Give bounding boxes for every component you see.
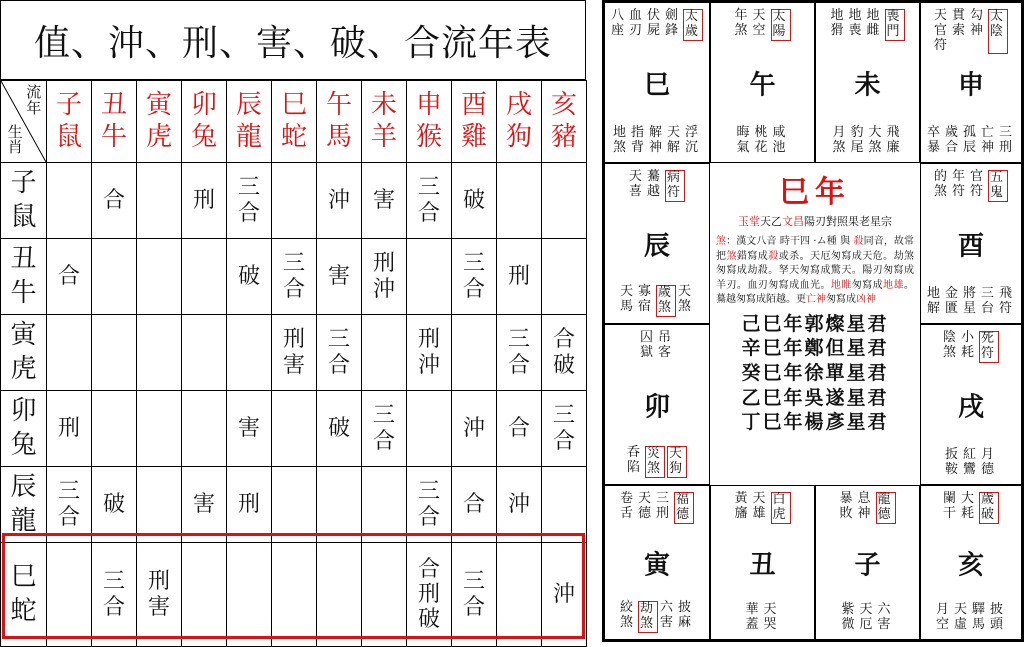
- relation-cell: 三合: [407, 163, 452, 239]
- relation-cell: [182, 543, 227, 647]
- note-segment: 或杀。天厄匆寫成天危。劫煞匆寫成劫殺。孥天匆寫成驚天。陽刃匆寫成羊刃。血刃匆寫成血光。: [716, 250, 915, 291]
- spirit-label: 紅鸞: [963, 447, 977, 478]
- spirit-label: 太陰: [988, 9, 1008, 54]
- relation-cell: [272, 467, 317, 543]
- spirit-label: 年符: [952, 169, 966, 199]
- spirit-group-bottom: [605, 446, 709, 478]
- subtitle-segment: 陽刃對照果老星宗: [804, 215, 892, 228]
- relation-cell: 三合: [497, 315, 542, 391]
- table-row: [1, 543, 587, 647]
- branch-cell: [815, 2, 920, 163]
- relation-cell: 刑沖: [362, 239, 407, 315]
- spirit-group-top: [711, 492, 814, 524]
- chart-subtitle: [710, 213, 920, 229]
- spirit-label: 月煞: [832, 125, 846, 156]
- spirit-label: 八座: [611, 8, 625, 38]
- relation-cell: [137, 467, 182, 543]
- spirit-label: 太歲: [683, 9, 703, 41]
- relation-cell: 三合: [227, 163, 272, 239]
- relation-cell: [362, 315, 407, 391]
- relation-cell: 刑害: [137, 543, 182, 647]
- table-row: [1, 163, 587, 239]
- earthly-branch-label: 戌: [957, 392, 984, 422]
- earthly-branch-label: 子: [854, 550, 881, 580]
- spirit-label: 三台: [981, 286, 995, 317]
- spirit-group-top: [605, 170, 709, 202]
- note-segment: 殺: [853, 236, 864, 247]
- relation-cell: 三合: [452, 239, 497, 315]
- relation-cell: [137, 391, 182, 467]
- relation-cell: 合破: [542, 315, 587, 391]
- note-segment: 凶神: [856, 294, 876, 305]
- relation-cell: [497, 163, 542, 239]
- zodiac-row-header: 丑牛: [1, 239, 47, 315]
- relation-cell: 破: [227, 239, 272, 315]
- spirit-label: 陰煞: [943, 330, 957, 360]
- note-segment: 亡神: [806, 294, 826, 305]
- subtitle-segment: 玉堂: [738, 215, 760, 228]
- note-segment: 地雄: [883, 279, 905, 291]
- relation-cell: 破: [92, 467, 137, 543]
- spirit-label: 闌干: [943, 491, 957, 521]
- relation-cell: [272, 163, 317, 239]
- relation-cell: 害: [227, 391, 272, 467]
- relation-cell: [137, 315, 182, 391]
- earthly-branch-label: 卯: [643, 392, 670, 422]
- spirit-label: 卷舌: [620, 491, 634, 521]
- table-row: [1, 391, 587, 467]
- spirit-group-top: [816, 492, 919, 524]
- relation-cell: [407, 391, 452, 467]
- spirit-label: 卒暴: [927, 125, 941, 156]
- spirit-label: 地雌: [866, 8, 880, 38]
- year-column-header: 辰龍: [227, 81, 272, 163]
- spirit-label: 天官符: [934, 8, 948, 53]
- zodiac-row-header: 寅虎: [1, 315, 47, 391]
- year-column-header: 午馬: [317, 81, 362, 163]
- table-row: [1, 467, 587, 543]
- chart-title: 巳年: [779, 175, 851, 210]
- table-row: [1, 315, 587, 391]
- spirit-label: 天虛: [954, 602, 968, 633]
- spirit-label: 歲破: [979, 492, 999, 524]
- relation-cell: [362, 467, 407, 543]
- spirit-label: 大煞: [868, 125, 882, 156]
- spirit-label: 官符: [970, 169, 984, 199]
- earthly-branch-label: 巳: [643, 70, 670, 100]
- spirit-label: 晦氣: [736, 125, 750, 156]
- spirit-label: 孤辰: [963, 125, 977, 156]
- spirit-group-top: [816, 9, 919, 41]
- year-column-header: 酉雞: [452, 81, 497, 163]
- spirit-label: 絞煞: [620, 600, 634, 631]
- relation-cell: [227, 543, 272, 647]
- spirit-group-top: [921, 9, 1021, 54]
- spirit-label: 天德: [638, 491, 652, 521]
- relation-cell: [137, 163, 182, 239]
- spirit-label: 歲合: [945, 125, 959, 156]
- spirit-group-bottom: [605, 126, 709, 156]
- relation-cell: 沖: [497, 467, 542, 543]
- branch-cell: [604, 163, 710, 324]
- spirit-group-bottom: [605, 601, 709, 633]
- spirit-label: 華蓋: [745, 602, 759, 633]
- spirit-label: 五鬼: [988, 170, 1008, 202]
- spirit-label: 披頭: [990, 602, 1004, 633]
- spirit-label: 福德: [674, 492, 694, 524]
- relation-cell: [542, 467, 587, 543]
- spirit-label: 死符: [979, 331, 999, 363]
- spirit-group-top: [711, 9, 814, 41]
- relation-cell: [47, 163, 92, 239]
- relation-cell: [92, 391, 137, 467]
- subtitle-segment: 文昌: [782, 215, 804, 228]
- spirit-label: 黃旛: [734, 491, 748, 521]
- branch-cell: [920, 2, 1022, 163]
- spirit-label: 月德: [981, 447, 995, 478]
- table-row: [1, 239, 587, 315]
- spirit-label: 天厄: [859, 602, 873, 633]
- year-column-header: 申猴: [407, 81, 452, 163]
- spirit-group-top: [921, 492, 1021, 524]
- year-column-header: 巳蛇: [272, 81, 317, 163]
- spirit-group-bottom: [711, 603, 814, 633]
- relationship-table: [0, 80, 587, 647]
- note-segment: 。驀越匆寫成陌越。更: [716, 279, 915, 305]
- corner-zodiac-label: 生肖: [7, 122, 23, 157]
- relation-cell: 刑: [497, 239, 542, 315]
- spirit-label: 暴敗: [839, 491, 853, 521]
- center-panel: [710, 163, 920, 485]
- spirit-label: 天哭: [763, 602, 777, 633]
- year-column-header: 寅虎: [137, 81, 182, 163]
- spirit-label: 解神: [649, 125, 663, 156]
- relation-cell: 合: [47, 239, 92, 315]
- year-column-header: 戌狗: [497, 81, 542, 163]
- relation-cell: 沖: [452, 391, 497, 467]
- spirit-label: 天雄: [752, 491, 766, 521]
- earthly-branch-label: 未: [854, 70, 881, 100]
- spirit-label: 地煞: [613, 125, 627, 156]
- spirit-group-top: [605, 331, 709, 361]
- spirit-label: 寡宿: [638, 284, 652, 315]
- spirit-label: 紫微: [841, 602, 855, 633]
- branch-cell: [815, 485, 920, 640]
- spirit-label: 地喪: [848, 8, 862, 38]
- relation-cell: [407, 239, 452, 315]
- spirit-label: 年煞: [734, 8, 748, 38]
- spirit-label: 吊客: [658, 330, 672, 360]
- branch-cell: [710, 485, 815, 640]
- zodiac-row-header: 子鼠: [1, 163, 47, 239]
- branch-cell: [710, 2, 815, 163]
- spirit-label: 的煞: [934, 169, 948, 199]
- spirit-group-bottom: [816, 126, 919, 156]
- relation-cell: [272, 391, 317, 467]
- spirit-label: 亡神: [981, 125, 995, 156]
- spirit-label: 大耗: [961, 491, 975, 521]
- relation-cell: 三合: [47, 467, 92, 543]
- earthly-branch-label: 丑: [749, 550, 776, 580]
- subtitle-segment: 天乙: [760, 215, 782, 228]
- relation-cell: 三合: [542, 391, 587, 467]
- star-lord-list: [710, 312, 920, 435]
- relation-cell: [92, 239, 137, 315]
- spirit-label: 劫煞: [638, 601, 658, 633]
- table-corner: [1, 81, 47, 163]
- relation-cell: 合: [497, 391, 542, 467]
- spirit-label: 浮沉: [685, 125, 699, 156]
- earthly-branch-label: 午: [749, 70, 776, 100]
- relation-cell: 害: [362, 163, 407, 239]
- spirit-label: 指背: [631, 125, 645, 156]
- spirit-label: 災煞: [645, 446, 665, 478]
- relation-cell: 三合: [317, 315, 362, 391]
- note-segment: 同音，故常把: [716, 236, 915, 262]
- spirit-label: 豹尾: [850, 125, 864, 156]
- zodiac-row-header: 卯兔: [1, 391, 47, 467]
- spirit-label: 龍德: [876, 492, 896, 524]
- spirit-label: 伏屍: [647, 8, 661, 38]
- spirit-label: 天狗: [667, 446, 687, 478]
- branch-cell: [920, 324, 1022, 485]
- earthly-branch-label: 酉: [957, 231, 984, 261]
- relation-cell: 沖: [317, 163, 362, 239]
- spirit-label: 驀越: [647, 169, 661, 199]
- spirit-label: 六害: [660, 600, 674, 631]
- spirit-label: 三刑: [656, 491, 670, 521]
- spirit-label: 息神: [857, 491, 871, 521]
- spirit-label: 扳鞍: [945, 447, 959, 478]
- relation-cell: [272, 543, 317, 647]
- relation-cell: [92, 315, 137, 391]
- earthly-branch-label: 亥: [957, 550, 984, 580]
- branch-cell: [920, 485, 1022, 640]
- spirit-label: 三刑: [999, 125, 1013, 156]
- spirit-label: 太陽: [771, 9, 791, 41]
- relation-cell: [542, 239, 587, 315]
- spirit-group-bottom: [921, 603, 1021, 633]
- note-segment: 匆寫成: [851, 279, 884, 291]
- note-segment: 煞: [716, 236, 727, 247]
- note-segment: 匆寫成: [826, 294, 856, 305]
- spirit-label: 驛馬: [972, 602, 986, 633]
- relation-cell: [182, 315, 227, 391]
- relation-cell: [47, 315, 92, 391]
- earthly-branch-label: 辰: [643, 231, 670, 261]
- spirit-label: 月空: [936, 602, 950, 633]
- relation-cell: [182, 391, 227, 467]
- year-column-header: 卯兔: [182, 81, 227, 163]
- year-column-header: 亥豬: [542, 81, 587, 163]
- spirit-label: 披麻: [678, 600, 692, 631]
- star-lord-name: 丁巳年楊彥星君: [741, 411, 889, 434]
- year-column-header: 丑牛: [92, 81, 137, 163]
- note-segment: 殺: [768, 250, 779, 262]
- relation-cell: [182, 239, 227, 315]
- spirit-label: 桃花: [754, 125, 768, 156]
- spirit-group-bottom: [921, 287, 1021, 317]
- spirit-label: 飛符: [999, 286, 1013, 317]
- spirit-label: 地猾: [830, 8, 844, 38]
- earthly-branch-label: 申: [957, 70, 984, 100]
- note-segment: 錯寫成: [736, 250, 769, 262]
- spirit-group-top: [605, 492, 709, 524]
- spirit-group-top: [921, 170, 1021, 202]
- spirit-label: 囚獄: [640, 330, 654, 360]
- relation-cell: 刑沖: [407, 315, 452, 391]
- spirit-label: 地解: [927, 286, 941, 317]
- spirit-group-bottom: [816, 603, 919, 633]
- relation-cell: [317, 543, 362, 647]
- spirit-label: 天空: [752, 8, 766, 38]
- corner-year-label: 流年: [26, 83, 42, 117]
- spirit-group-bottom: [921, 126, 1021, 156]
- chart-note: [710, 229, 920, 308]
- relation-cell: 沖: [542, 543, 587, 647]
- year-spirits-chart: [602, 0, 1024, 642]
- spirit-label: 天解: [667, 125, 681, 156]
- branch-cell: [604, 324, 710, 485]
- relation-cell: 三合: [272, 239, 317, 315]
- relation-cell: 破: [317, 391, 362, 467]
- spirit-label: 血刃: [629, 8, 643, 38]
- spirit-label: 將星: [963, 286, 977, 317]
- spirit-label: 天馬: [620, 284, 634, 315]
- spirit-label: 歲煞: [656, 285, 676, 317]
- relation-cell: [542, 163, 587, 239]
- spirit-group-top: [605, 9, 709, 41]
- spirit-group-bottom: [605, 285, 709, 317]
- branch-cell: [604, 485, 710, 640]
- spirit-label: 小耗: [961, 330, 975, 360]
- relation-cell: [362, 543, 407, 647]
- relation-cell: 刑: [182, 163, 227, 239]
- relation-cell: 三合: [362, 391, 407, 467]
- spirit-label: 病符: [665, 170, 685, 202]
- spirit-label: 飛廉: [886, 125, 900, 156]
- earthly-branch-label: 寅: [643, 550, 670, 580]
- branch-cell: [920, 163, 1022, 324]
- relation-cell: [227, 315, 272, 391]
- spirit-label: 白虎: [771, 492, 791, 524]
- note-segment: ：漢文八音 時干四 ·ム種 與: [726, 236, 854, 247]
- spirit-label: 貫索: [952, 8, 966, 38]
- relation-cell: 三合: [407, 467, 452, 543]
- relation-cell: 三合: [92, 543, 137, 647]
- relation-cell: 三合: [452, 543, 497, 647]
- relation-cell: 合: [92, 163, 137, 239]
- star-lord-name: 辛巳年鄭但星君: [741, 337, 889, 360]
- spirit-label: 六害: [877, 602, 891, 633]
- spirit-label: 呑陷: [627, 445, 641, 476]
- branch-cell: [604, 2, 710, 163]
- star-lord-name: 己巳年郭燦星君: [741, 312, 889, 335]
- star-lord-name: 乙巳年吳遂星君: [741, 386, 889, 409]
- relation-cell: 害: [182, 467, 227, 543]
- spirit-label: 勾神: [970, 8, 984, 38]
- spirit-group-top: [921, 331, 1021, 363]
- relation-cell: 破: [452, 163, 497, 239]
- relation-cell: 害: [317, 239, 362, 315]
- star-lord-name: 癸巳年徐單星君: [741, 361, 889, 384]
- table-title: 值、沖、刑、害、破、合流年表: [0, 0, 586, 80]
- spirit-label: 金匱: [945, 286, 959, 317]
- relation-cell: [497, 543, 542, 647]
- relation-cell: 合刑破: [407, 543, 452, 647]
- year-column-header: 未羊: [362, 81, 407, 163]
- spirit-label: 天煞: [678, 284, 692, 315]
- note-segment: 煞: [726, 250, 737, 262]
- relation-cell: 刑: [227, 467, 272, 543]
- spirit-label: 喪門: [885, 9, 905, 41]
- note-segment: 地睢: [830, 279, 852, 291]
- spirit-group-bottom: [921, 448, 1021, 478]
- relation-cell: [47, 543, 92, 647]
- zodiac-row-header: 辰龍: [1, 467, 47, 543]
- relation-cell: [452, 315, 497, 391]
- zodiac-row-header: 巳蛇: [1, 543, 47, 647]
- relation-cell: 刑: [47, 391, 92, 467]
- relation-cell: [137, 239, 182, 315]
- relation-cell: [317, 467, 362, 543]
- spirit-label: 劍鋒: [665, 8, 679, 38]
- relation-cell: 刑害: [272, 315, 317, 391]
- spirit-group-bottom: [711, 126, 814, 156]
- year-column-header: 子鼠: [47, 81, 92, 163]
- spirit-label: 咸池: [772, 125, 786, 156]
- relation-cell: 合: [452, 467, 497, 543]
- spirit-label: 天喜: [629, 169, 643, 199]
